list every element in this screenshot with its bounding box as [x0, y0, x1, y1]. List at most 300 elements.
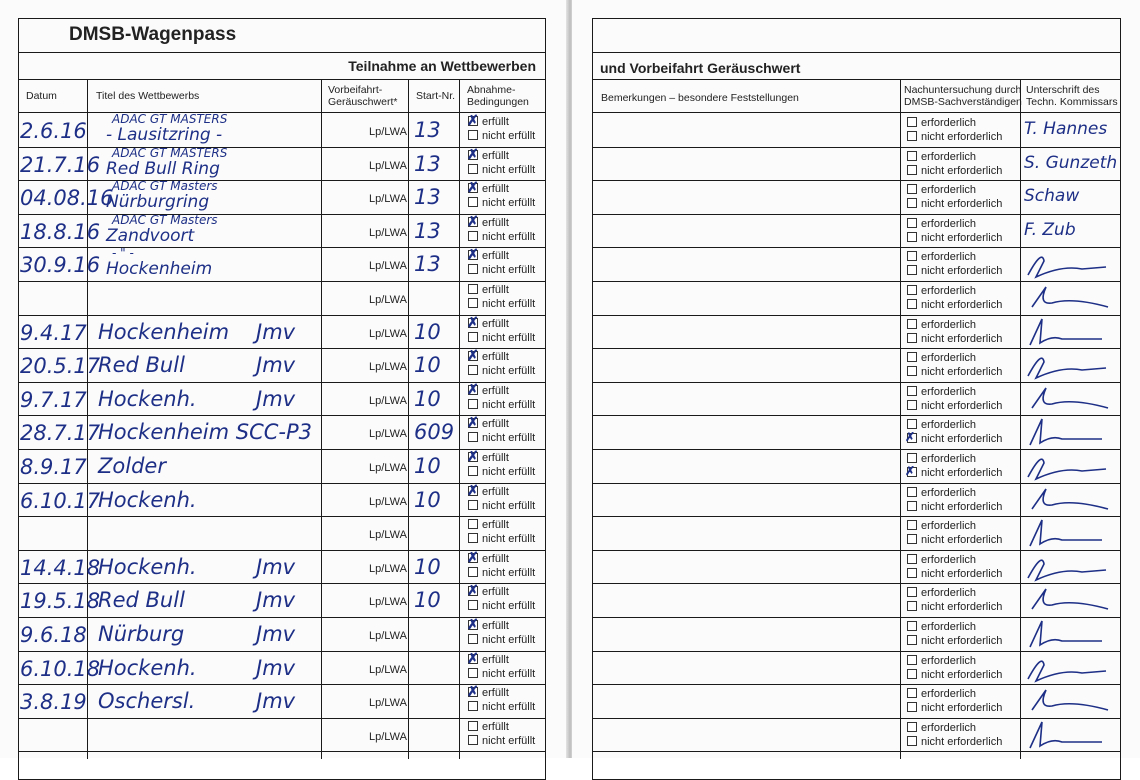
date-cell: 14.4.18 — [20, 555, 101, 580]
title-line-2: Hockenheim — [106, 259, 213, 280]
date-cell: 6.10.18 — [20, 656, 101, 681]
header-datum: Datum — [26, 90, 57, 102]
right-row-divider — [592, 214, 1120, 215]
option-nicht-erforderlich-label: nicht erforderlich — [921, 635, 1003, 647]
option-erforderlich — [907, 151, 976, 164]
header-nachuntersuchung-2: DMSB-Sachverständigen — [904, 96, 1022, 108]
option-erforderlich — [907, 487, 976, 500]
tick-mark-icon: ✗ — [467, 414, 479, 431]
commissioner-signature-icon — [1022, 348, 1112, 382]
option-nicht-erforderlich — [907, 333, 1002, 346]
tick-mark-icon: ✗ — [467, 481, 479, 498]
option-nicht-erforderlich — [907, 568, 1002, 581]
checkbox-erforderlich[interactable] — [907, 722, 917, 732]
left-row-divider — [18, 348, 545, 349]
checkbox-nicht-erforderlich[interactable] — [907, 165, 917, 175]
left-row-divider — [18, 583, 545, 584]
checkbox-erforderlich[interactable] — [907, 453, 917, 463]
left-row-divider — [18, 550, 545, 551]
header-unterschrift-2: Techn. Kommissars — [1026, 96, 1118, 108]
title-line-1: Hockenh. — [98, 487, 197, 512]
lwa-label: Lp/LWA — [369, 193, 407, 206]
start-number: 10 — [414, 353, 441, 378]
checkbox-nicht-erforderlich[interactable] — [907, 534, 917, 544]
option-nicht-erfuellt — [468, 231, 535, 244]
option-erforderlich — [907, 285, 976, 298]
checkbox-nicht-erfuellt[interactable] — [468, 332, 478, 342]
title-line-1: Hockenheim — [98, 319, 230, 344]
official-initials: Jmv — [256, 588, 296, 613]
title-line-1: Red Bull — [98, 353, 185, 378]
tick-mark-icon: ✗ — [467, 347, 479, 364]
left-page — [0, 0, 568, 758]
start-number: 609 — [414, 420, 455, 445]
option-erforderlich — [907, 319, 976, 332]
document-title: DMSB-Wagenpass — [69, 24, 237, 45]
tick-mark-icon: ✗ — [467, 313, 479, 330]
tick-mark-icon: ✗ — [467, 448, 479, 464]
cross-mark-icon: ✗ — [905, 430, 916, 445]
checkbox-erforderlich[interactable] — [907, 285, 917, 295]
checkbox-nicht-erfuellt[interactable] — [468, 164, 478, 174]
checkbox-erfuellt[interactable] — [468, 721, 478, 731]
option-nicht-erforderlich-label: nicht erforderlich — [921, 366, 1003, 379]
date-cell: 9.6.18 — [20, 623, 87, 647]
left-row-divider — [18, 281, 545, 282]
lwa-label: Lp/LWA — [369, 630, 407, 642]
date-cell: 6.10.17 — [20, 488, 101, 513]
option-nicht-erforderlich-label: nicht erforderlich — [921, 399, 1003, 412]
commissioner-signature-icon — [1022, 617, 1112, 651]
left-row-divider — [18, 247, 545, 248]
checkbox-erforderlich[interactable] — [907, 319, 917, 329]
option-nicht-erfuellt — [468, 130, 535, 143]
left-title-divider — [18, 52, 545, 53]
option-erforderlich — [907, 117, 976, 130]
commissioner-signature-icon — [1022, 281, 1112, 315]
date-cell: 21.7.16 — [20, 152, 101, 177]
right-header-divider — [592, 112, 1120, 113]
lwa-label: Lp/LWA — [369, 361, 407, 374]
lwa-label: Lp/LWA — [369, 260, 407, 273]
option-nicht-erforderlich — [907, 265, 1002, 278]
header-vorbeifahrt-1: Vorbeifahrt- — [328, 84, 383, 96]
option-nicht-erforderlich — [907, 165, 1002, 178]
commissioner-signature-icon — [1022, 684, 1112, 718]
left-row-divider — [18, 483, 545, 484]
official-initials: Jmv — [256, 319, 296, 344]
option-nicht-erforderlich — [907, 635, 1002, 648]
tick-mark-icon: ✗ — [467, 616, 479, 632]
date-cell: 9.4.17 — [20, 320, 87, 345]
option-nicht-erfuellt — [468, 701, 535, 714]
checkbox-nicht-erfuellt[interactable] — [468, 264, 478, 274]
option-erfuellt-label: erfüllt — [482, 452, 509, 464]
option-erforderlich-label: erforderlich — [921, 520, 977, 533]
option-erforderlich-label: erforderlich — [921, 587, 977, 600]
official-initials: Jmv — [256, 554, 296, 579]
checkbox-nicht-erforderlich[interactable] — [907, 601, 917, 611]
tick-mark-icon: ✗ — [467, 582, 479, 599]
option-erforderlich — [907, 251, 976, 264]
official-initials: Jmv — [256, 622, 296, 646]
checkbox-nicht-erforderlich[interactable] — [907, 501, 917, 511]
checkbox-nicht-erforderlich[interactable] — [907, 635, 917, 645]
title-line-1: Red Bull — [98, 588, 185, 613]
commissioner-signature: T. Hannes — [1024, 119, 1108, 139]
option-erforderlich-label: erforderlich — [921, 117, 977, 129]
checkbox-erforderlich[interactable] — [907, 151, 917, 161]
left-header-divider — [18, 112, 545, 113]
lwa-label: Lp/LWA — [369, 663, 407, 676]
commissioner-signature: S. Gunzeth — [1024, 152, 1118, 173]
option-erforderlich-label: erforderlich — [921, 150, 977, 163]
start-number: 10 — [414, 588, 441, 613]
option-nicht-erfuellt — [468, 600, 535, 613]
date-cell: 2.6.16 — [20, 119, 87, 143]
checkbox-nicht-erfuellt[interactable] — [468, 500, 478, 510]
option-nicht-erfuellt-label: nicht erfüllt — [482, 667, 536, 680]
right-row-divider — [592, 180, 1120, 181]
checkbox-nicht-erfuellt[interactable] — [468, 600, 478, 610]
tick-mark-icon: ✗ — [467, 683, 479, 700]
tick-mark-icon: ✗ — [467, 145, 479, 162]
option-nicht-erforderlich — [907, 601, 1002, 614]
cross-mark-icon: ✗ — [905, 464, 916, 478]
option-erforderlich — [907, 587, 976, 600]
option-erfuellt-label: erfüllt — [482, 183, 509, 196]
checkbox-erforderlich[interactable] — [907, 117, 917, 127]
lwa-label: Lp/LWA — [369, 596, 407, 609]
option-nicht-erfuellt-label: nicht erfüllt — [482, 331, 536, 344]
option-nicht-erforderlich — [907, 736, 1002, 749]
tick-mark-icon: ✗ — [467, 380, 479, 397]
commissioner-signature-icon — [1022, 415, 1112, 449]
title-line-1: Hockenh. — [98, 554, 197, 579]
left-row-divider — [18, 516, 545, 517]
tick-mark-icon: ✗ — [467, 649, 479, 666]
commissioner-signature-icon — [1022, 315, 1112, 349]
checkbox-nicht-erforderlich[interactable] — [907, 702, 917, 712]
option-nicht-erforderlich-label: nicht erforderlich — [921, 534, 1003, 547]
option-erfuellt-label: erfüllt — [482, 552, 509, 565]
header-abnahme-1: Abnahme- — [467, 84, 516, 96]
left-row-divider — [18, 718, 545, 719]
start-number: 10 — [414, 554, 441, 579]
checkbox-erforderlich[interactable] — [907, 251, 917, 261]
option-erfuellt-label: erfüllt — [482, 384, 509, 397]
header-titel: Titel des Wettbewerbs — [96, 90, 200, 102]
title-line-1: Zolder — [98, 454, 166, 478]
option-nicht-erforderlich-label: nicht erforderlich — [921, 198, 1003, 211]
left-row-divider — [18, 180, 545, 181]
option-erfuellt-label: erfüllt — [482, 720, 509, 733]
option-erfuellt-label: erfüllt — [482, 653, 509, 666]
checkbox-nicht-erforderlich[interactable] — [907, 568, 917, 578]
option-erforderlich — [907, 419, 976, 432]
option-nicht-erforderlich — [907, 198, 1002, 211]
option-erforderlich — [907, 722, 976, 735]
checkbox-nicht-erforderlich[interactable] — [907, 232, 917, 242]
checkbox-erforderlich[interactable] — [907, 487, 917, 497]
option-erfuellt-label: erfüllt — [482, 418, 509, 431]
option-nicht-erforderlich-label: nicht erforderlich — [921, 332, 1003, 345]
option-erfuellt-label: erfüllt — [482, 284, 509, 296]
checkbox-nicht-erforderlich[interactable] — [907, 299, 917, 309]
option-erforderlich-label: erforderlich — [921, 621, 977, 633]
commissioner-signature: Schaw — [1024, 186, 1080, 207]
commissioner-signature-icon — [1022, 449, 1112, 483]
left-row-divider — [18, 315, 545, 316]
lwa-label: Lp/LWA — [369, 730, 407, 743]
option-erfuellt-label: erfüllt — [482, 149, 509, 162]
option-erforderlich — [907, 453, 976, 466]
checkbox-nicht-erforderlich[interactable] — [907, 131, 917, 141]
option-erfuellt-label: erfüllt — [482, 116, 509, 128]
option-nicht-erfuellt-label: nicht erfüllt — [482, 230, 536, 243]
option-erforderlich-label: erforderlich — [921, 486, 977, 499]
tick-mark-icon: ✗ — [467, 112, 479, 128]
commissioner-signature-icon — [1022, 247, 1112, 281]
option-erforderlich — [907, 554, 976, 567]
option-nicht-erforderlich — [907, 299, 1002, 312]
right-section-divider — [592, 79, 1120, 80]
checkbox-erforderlich[interactable] — [907, 184, 917, 194]
lwa-label: Lp/LWA — [369, 226, 407, 239]
option-nicht-erforderlich-label: nicht erforderlich — [921, 131, 1003, 143]
option-erforderlich — [907, 688, 976, 701]
option-erforderlich-label: erforderlich — [921, 419, 977, 432]
checkbox-erfuellt[interactable] — [468, 284, 478, 294]
option-erforderlich-label: erforderlich — [921, 385, 977, 398]
start-number: 10 — [414, 454, 441, 478]
left-row-divider — [18, 147, 545, 148]
option-erfuellt-label: erfüllt — [482, 250, 509, 263]
official-initials: Jmv — [256, 386, 296, 411]
start-number: 10 — [414, 386, 441, 411]
checkbox-nicht-erforderlich[interactable] — [907, 669, 917, 679]
checkbox-erforderlich[interactable] — [907, 520, 917, 530]
lwa-label: Lp/LWA — [369, 562, 407, 575]
checkbox-erfuellt[interactable] — [468, 519, 478, 529]
option-erfuellt — [468, 519, 509, 532]
option-nicht-erfuellt — [468, 466, 535, 479]
start-number: 10 — [414, 319, 441, 344]
option-nicht-erforderlich — [907, 366, 1002, 379]
option-erforderlich — [907, 218, 976, 231]
left-row-divider — [18, 651, 545, 652]
option-nicht-erforderlich-label: nicht erforderlich — [921, 164, 1003, 177]
checkbox-nicht-erfuellt[interactable] — [468, 567, 478, 577]
option-erforderlich-label: erforderlich — [921, 285, 977, 297]
tick-mark-icon: ✗ — [467, 548, 479, 565]
date-cell: 3.8.19 — [20, 690, 87, 715]
option-erfuellt-label: erfüllt — [482, 216, 509, 229]
commissioner-signature-icon — [1022, 550, 1112, 584]
checkbox-nicht-erfuellt[interactable] — [468, 432, 478, 442]
option-nicht-erfuellt-label: nicht erfüllt — [482, 533, 536, 546]
option-nicht-erfuellt-label: nicht erfüllt — [482, 365, 536, 378]
option-erforderlich — [907, 386, 976, 399]
option-nicht-erforderlich-label: nicht erforderlich — [921, 668, 1003, 681]
option-erforderlich — [907, 352, 976, 365]
checkbox-nicht-erforderlich[interactable] — [907, 198, 917, 208]
option-nicht-erforderlich — [907, 534, 1002, 547]
commissioner-signature-icon — [1022, 516, 1112, 550]
option-nicht-erfuellt — [468, 500, 535, 513]
checkbox-nicht-erfuellt[interactable] — [468, 197, 478, 207]
checkbox-nicht-erfuellt[interactable] — [468, 634, 478, 644]
checkbox-erforderlich[interactable] — [907, 554, 917, 564]
checkbox-nicht-erfuellt[interactable] — [468, 365, 478, 375]
header-abnahme-2: Bedingungen — [467, 96, 529, 108]
title-line-2: Zandvoort — [106, 225, 195, 246]
checkbox-erforderlich[interactable] — [907, 621, 917, 631]
option-erfuellt — [468, 721, 509, 734]
date-cell: 9.7.17 — [20, 387, 87, 412]
checkbox-erforderlich[interactable] — [907, 688, 917, 698]
lwa-label: Lp/LWA — [369, 394, 407, 407]
option-nicht-erfuellt-label: nicht erfüllt — [482, 600, 536, 613]
tick-mark-icon: ✗ — [467, 246, 479, 263]
checkbox-erforderlich[interactable] — [907, 352, 917, 362]
date-cell: 20.5.17 — [20, 354, 101, 379]
option-nicht-erfuellt — [468, 197, 535, 210]
option-nicht-erforderlich — [907, 501, 1002, 514]
option-nicht-erforderlich — [907, 433, 1002, 446]
official-initials: Jmv — [256, 689, 296, 714]
title-line-1: Hockenh. — [98, 386, 197, 411]
option-nicht-erfuellt-label: nicht erfüllt — [482, 466, 536, 478]
checkbox-erforderlich[interactable] — [907, 655, 917, 665]
date-cell: 18.8.16 — [20, 219, 101, 244]
option-erfuellt-label: erfüllt — [482, 586, 509, 599]
option-nicht-erfuellt — [468, 399, 535, 412]
option-nicht-erfuellt — [468, 264, 535, 277]
checkbox-nicht-erfuellt[interactable] — [468, 701, 478, 711]
commissioner-signature: F. Zub — [1024, 219, 1076, 240]
header-startnr: Start-Nr. — [416, 90, 456, 102]
commissioner-signature-icon — [1022, 382, 1112, 416]
checkbox-erforderlich[interactable] — [907, 419, 917, 429]
option-nicht-erforderlich-label: nicht erforderlich — [921, 467, 1003, 479]
checkbox-nicht-erfuellt[interactable] — [468, 298, 478, 308]
checkbox-erforderlich[interactable] — [907, 386, 917, 396]
checkbox-erforderlich[interactable] — [907, 218, 917, 228]
right-row-divider — [592, 147, 1120, 148]
start-number: 13 — [414, 218, 441, 243]
checkbox-erforderlich[interactable] — [907, 587, 917, 597]
option-nicht-erfuellt — [468, 668, 535, 681]
option-erforderlich-label: erforderlich — [921, 453, 977, 465]
title-line-2: Red Bull Ring — [106, 158, 220, 179]
title-line-1: - " - — [112, 246, 134, 261]
left-row-divider — [18, 684, 545, 685]
option-nicht-erforderlich-label: nicht erforderlich — [921, 500, 1003, 513]
option-erforderlich-label: erforderlich — [921, 184, 977, 197]
option-erfuellt-label: erfüllt — [482, 485, 509, 498]
option-nicht-erfuellt — [468, 164, 535, 177]
option-erforderlich-label: erforderlich — [921, 352, 977, 365]
checkbox-nicht-erforderlich[interactable] — [907, 366, 917, 376]
lwa-label: Lp/LWA — [369, 495, 407, 508]
option-nicht-erfuellt — [468, 298, 535, 311]
lwa-label: Lp/LWA — [369, 159, 407, 172]
start-number: 13 — [414, 118, 441, 142]
option-nicht-erforderlich — [907, 467, 1002, 480]
option-nicht-erforderlich-label: nicht erforderlich — [921, 299, 1003, 311]
checkbox-nicht-erfuellt[interactable] — [468, 466, 478, 476]
title-line-2: - Lausitzring - — [106, 125, 223, 145]
title-line-1: ADAC GT Masters — [112, 179, 218, 194]
option-nicht-erfuellt — [468, 735, 535, 748]
date-cell: 28.7.17 — [20, 421, 101, 446]
option-nicht-erfuellt-label: nicht erfüllt — [482, 734, 536, 747]
left-row-divider — [18, 449, 545, 450]
start-number: 13 — [414, 252, 441, 277]
option-erfuellt-label: erfüllt — [482, 687, 509, 700]
option-erfuellt-label: erfüllt — [482, 620, 509, 632]
date-cell: 19.5.18 — [20, 589, 101, 614]
option-erforderlich-label: erforderlich — [921, 217, 977, 230]
checkbox-nicht-erforderlich[interactable] — [907, 333, 917, 343]
checkbox-nicht-erforderlich[interactable] — [907, 736, 917, 746]
option-erforderlich — [907, 621, 976, 634]
option-nicht-erfuellt — [468, 634, 535, 647]
title-line-1: ADAC GT MASTERS — [112, 145, 228, 160]
option-erforderlich-label: erforderlich — [921, 721, 977, 734]
checkbox-nicht-erfuellt[interactable] — [468, 735, 478, 745]
option-erforderlich — [907, 184, 976, 197]
checkbox-nicht-erfuellt[interactable] — [468, 399, 478, 409]
option-nicht-erforderlich-label: nicht erforderlich — [921, 601, 1003, 614]
left-section-divider — [18, 79, 545, 80]
option-erfuellt-label: erfüllt — [482, 317, 509, 330]
option-nicht-erforderlich-label: nicht erforderlich — [921, 567, 1003, 580]
option-nicht-erforderlich-label: nicht erforderlich — [921, 231, 1003, 244]
lwa-label: Lp/LWA — [369, 294, 407, 306]
option-erforderlich-label: erforderlich — [921, 688, 977, 701]
lwa-label: Lp/LWA — [369, 327, 407, 340]
option-erforderlich-label: erforderlich — [921, 553, 977, 566]
title-line-1: Oschersl. — [98, 689, 196, 714]
checkbox-nicht-erforderlich[interactable] — [907, 265, 917, 275]
start-number: 10 — [414, 487, 441, 512]
checkbox-nicht-erfuellt[interactable] — [468, 130, 478, 140]
checkbox-nicht-erfuellt[interactable] — [468, 533, 478, 543]
option-nicht-erfuellt-label: nicht erfüllt — [482, 499, 536, 512]
left-section-title: Teilnahme an Wettbewerben — [348, 58, 536, 74]
checkbox-nicht-erfuellt[interactable] — [468, 668, 478, 678]
commissioner-signature-icon — [1022, 718, 1112, 752]
option-nicht-erfuellt-label: nicht erfüllt — [482, 566, 536, 579]
option-nicht-erforderlich — [907, 131, 1002, 144]
header-nachuntersuchung-1: Nachuntersuchung durch — [904, 84, 1022, 96]
date-cell: 30.9.16 — [20, 253, 101, 278]
option-nicht-erfuellt-label: nicht erfüllt — [482, 298, 536, 310]
option-nicht-erforderlich-label: nicht erforderlich — [921, 735, 1003, 748]
option-nicht-erfuellt — [468, 365, 535, 378]
checkbox-nicht-erforderlich[interactable] — [907, 400, 917, 410]
tick-mark-icon: ✗ — [467, 212, 479, 229]
option-erfuellt — [468, 284, 509, 297]
lwa-label: Lp/LWA — [369, 428, 407, 441]
option-nicht-erfuellt-label: nicht erfüllt — [482, 163, 536, 176]
commissioner-signature-icon — [1022, 483, 1112, 517]
tick-mark-icon: ✗ — [467, 179, 479, 196]
official-initials: Jmv — [256, 655, 296, 680]
checkbox-nicht-erfuellt[interactable] — [468, 231, 478, 241]
